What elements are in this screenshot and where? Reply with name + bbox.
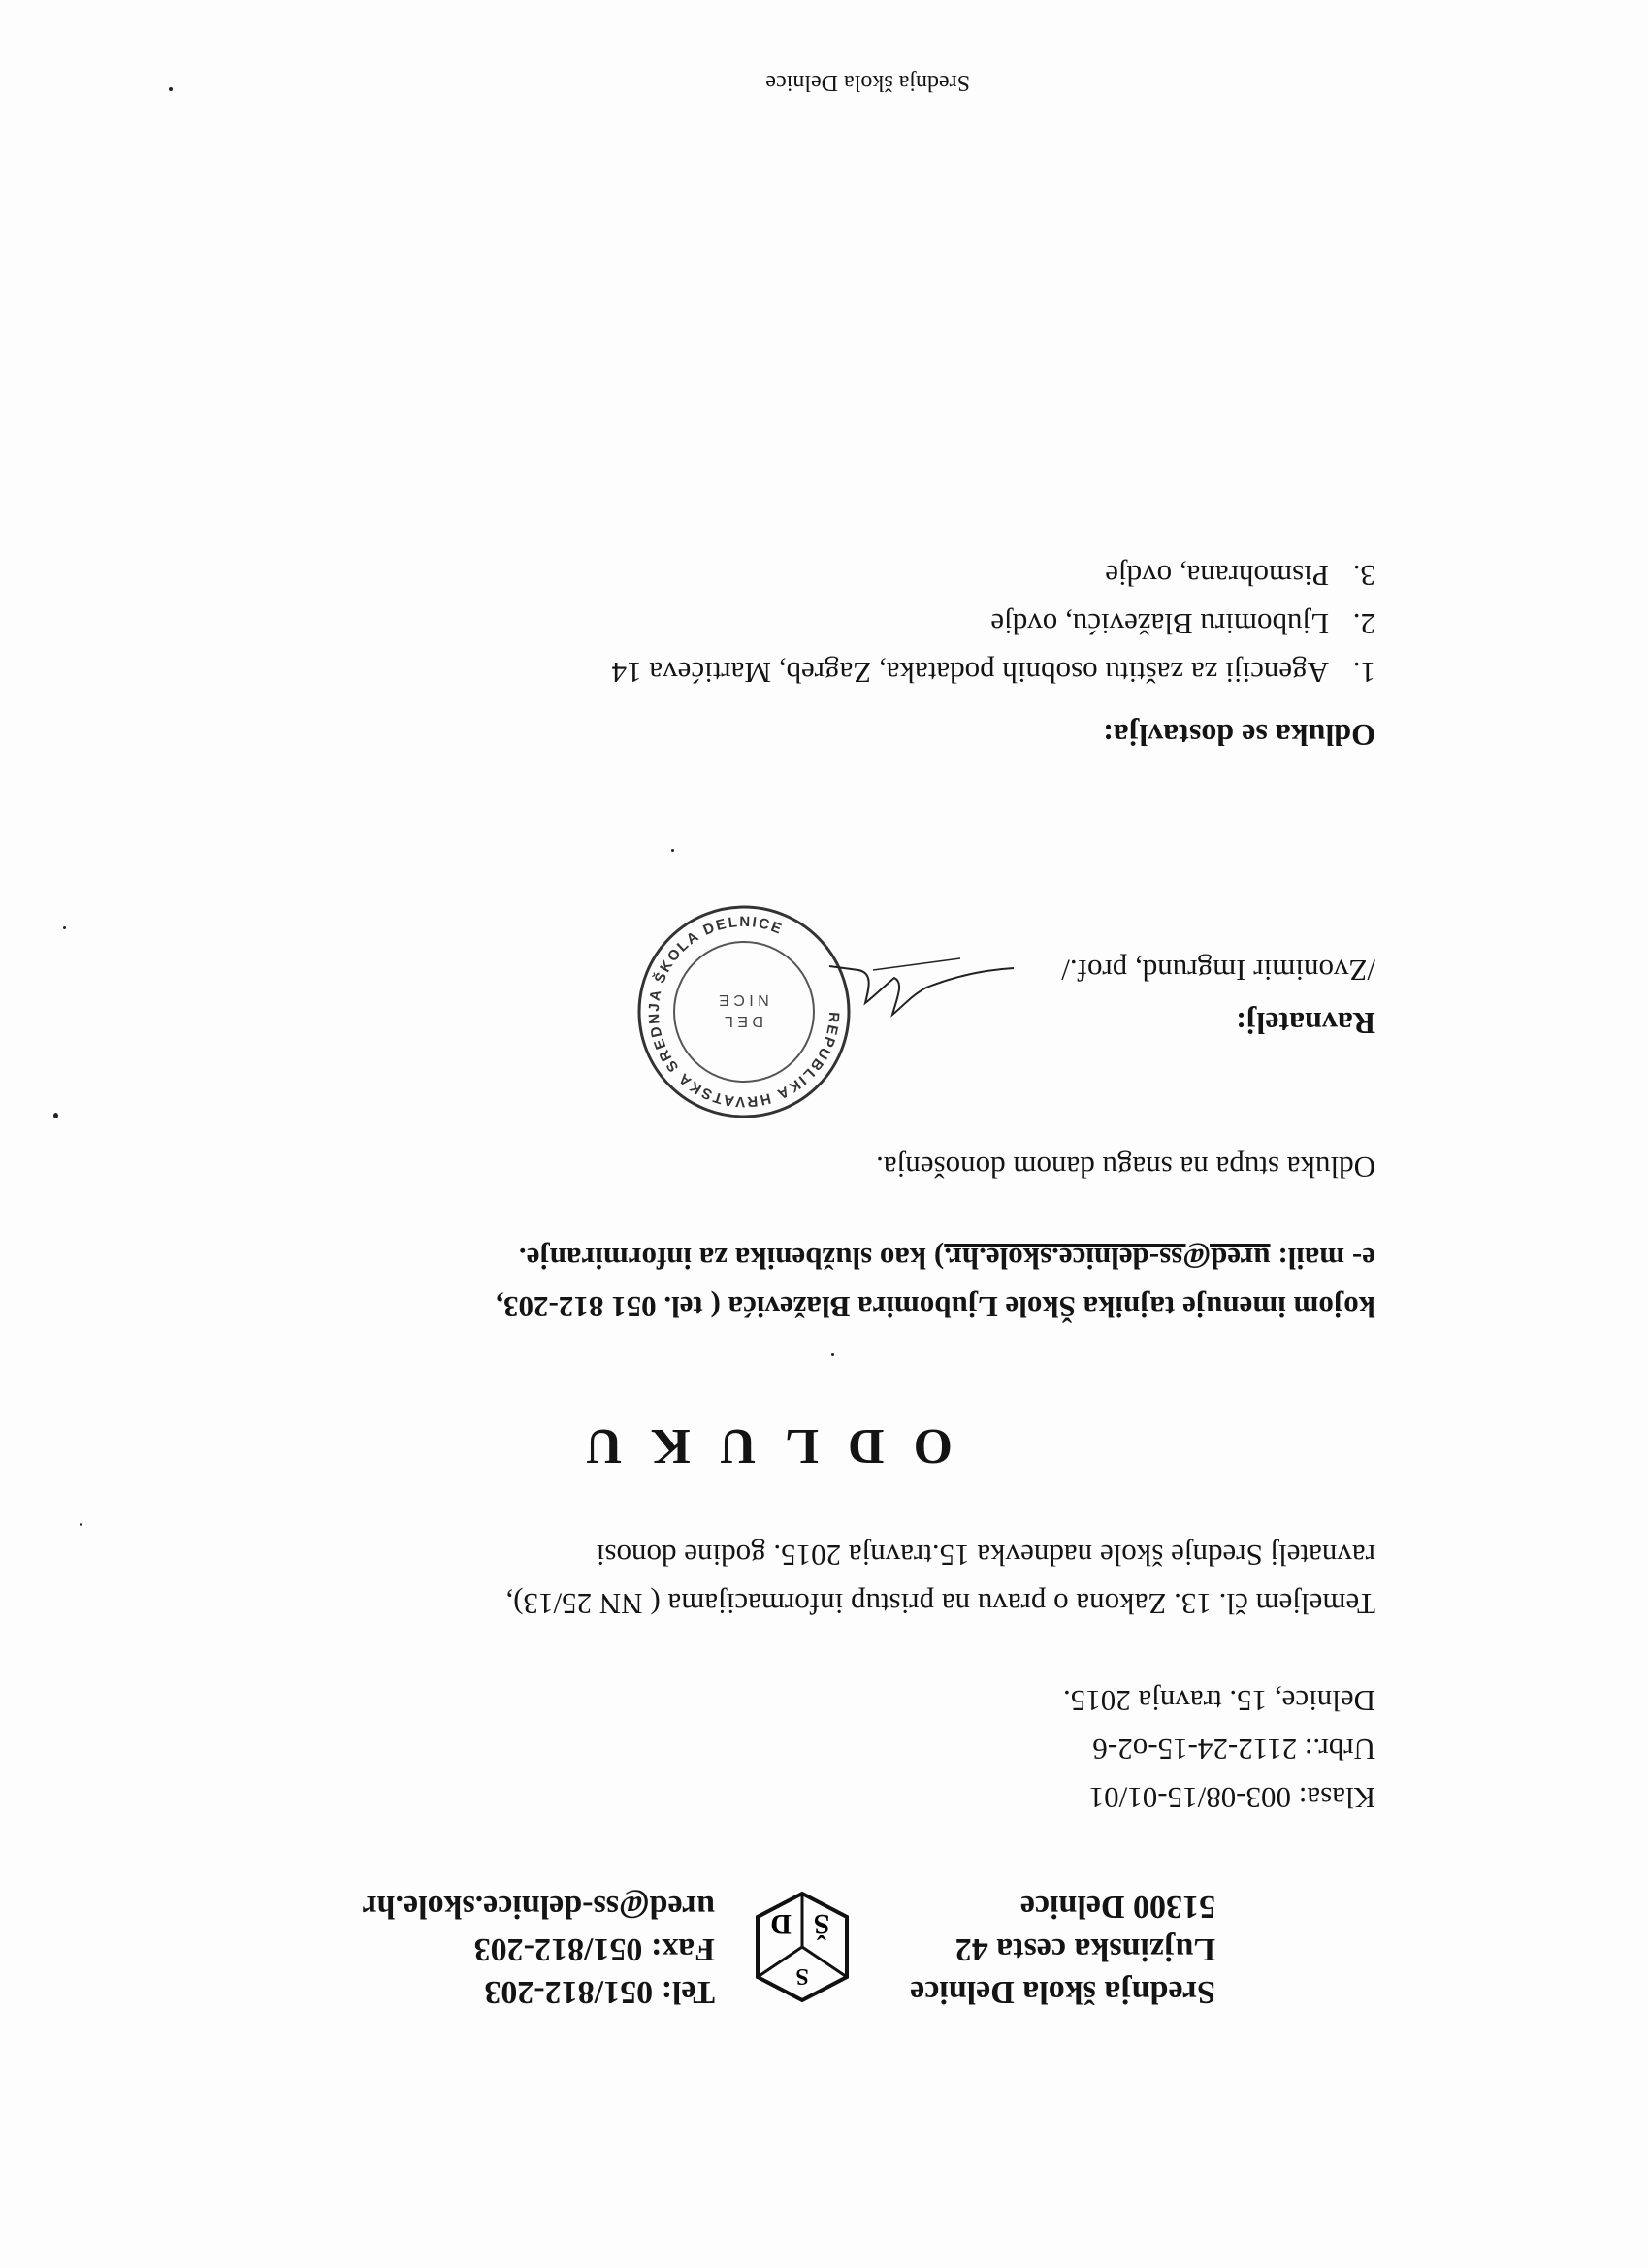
list-item: 3.Pismohrana, ovdje xyxy=(1105,559,1375,593)
list-item: 2.Ljubomiru Blaževiću, ovdje xyxy=(990,607,1375,641)
decision-line-2 xyxy=(85,1234,1375,1282)
fax: Fax: 051/812-203 xyxy=(473,1931,715,1967)
school-street: Lujzinska cesta 42 xyxy=(954,1931,1215,1967)
decision-email-prefix: e- mail: xyxy=(1270,1242,1375,1276)
tel: Tel: 051/812-203 xyxy=(484,1974,715,2010)
document-title: ODLUKU xyxy=(556,1418,953,1474)
reference-block xyxy=(1063,1676,1375,1822)
decision-line-1: kojom imenuje tajnika Škole Ljubomira Blaževića ( tel. 051 812-203, xyxy=(496,1290,1375,1324)
logo-letter-left: Š xyxy=(813,1908,830,1940)
list-item: 1.Agenciji za zaštitu osobnih podataka, Zagreb, Martićeva 14 xyxy=(611,656,1375,690)
intro-line-2: ravnatelj Srednje škole nadnevka 15.travnja 2015. godine donosi xyxy=(596,1539,1375,1572)
delivery-list xyxy=(612,551,1375,697)
intro-paragraph xyxy=(192,1531,1375,1628)
school-name: Srednja škola Delnice xyxy=(910,1974,1215,2010)
scan-speck xyxy=(80,1523,82,1526)
intro-line-1: Temeljem čl. 13. Zakona o pravu na pristup informacijama ( NN 25/13), xyxy=(505,1587,1375,1621)
delivery-title: Odluka se dostavlja: xyxy=(1103,718,1375,753)
footer: Srednja škola Delnice xyxy=(765,70,970,95)
scan-speck xyxy=(53,1113,58,1118)
decision-line-2-end: ) kao službenika za informiranje. xyxy=(518,1242,945,1276)
logo-letter-top: S xyxy=(795,1963,809,1989)
stamp-text: REPUBLIKA HRVATSKA SREDNJA ŠKOLA DELNICE xyxy=(645,913,843,1111)
scan-speck xyxy=(169,87,173,91)
contact-email: ured@ss-delnice.skole.hr xyxy=(362,1889,715,1925)
svg-text:D E L: D E L xyxy=(724,1013,764,1029)
scan-speck xyxy=(63,926,66,929)
urbr: Urbr.: 2112-24-15-o2-6 xyxy=(1092,1733,1375,1766)
scan-speck xyxy=(831,1353,834,1356)
school-city: 51300 Delnice xyxy=(1019,1889,1215,1925)
svg-text:N I C E: N I C E xyxy=(719,991,769,1008)
effect-statement: Odluka stupa na snagu danom donošenja. xyxy=(876,1150,1375,1184)
signatory-label: Ravnatelj: xyxy=(1236,1006,1375,1041)
school-address-block xyxy=(910,1885,1215,2013)
klasa: Klasa: 003-08/15-01/01 xyxy=(1088,1781,1375,1815)
decision-paragraph xyxy=(85,1234,1375,1331)
official-stamp xyxy=(632,900,856,1123)
signatory-name: /Zvonimir Imgrund, prof./ xyxy=(1061,954,1375,988)
logo-letter-right: D xyxy=(770,1908,792,1940)
scan-speck xyxy=(671,849,674,852)
school-logo xyxy=(754,1890,851,2004)
handwritten-signature xyxy=(824,939,1018,1026)
contact-block xyxy=(363,1885,715,2013)
decision-email: ured@ss-delnice.skole.hr. xyxy=(944,1242,1271,1276)
place-date: Delnice, 15. travnja 2015. xyxy=(1063,1684,1375,1718)
